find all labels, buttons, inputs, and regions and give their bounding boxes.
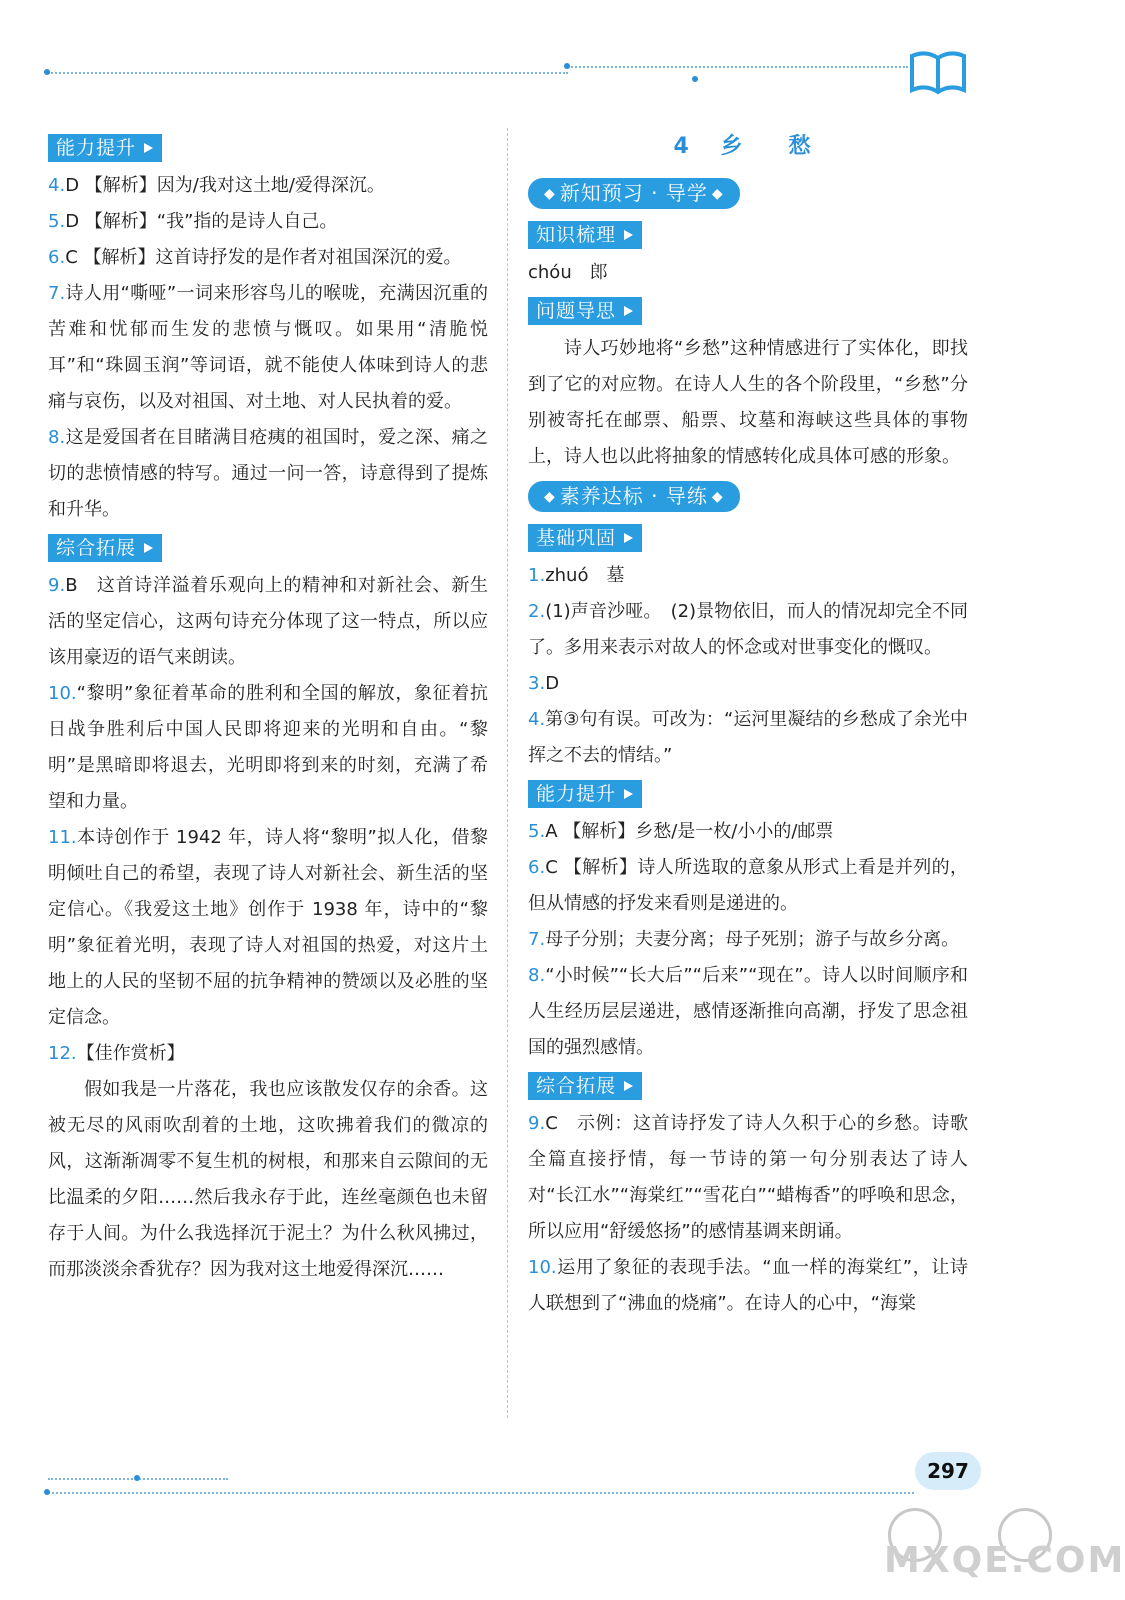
answer-text: 运用了象征的表现手法。“血一样的海棠红”，让诗人联想到了“沸血的烧痛”。在诗人的心中，“海棠 [528, 1257, 968, 1314]
answer-number: 6. [48, 247, 66, 268]
answer-item [528, 922, 968, 958]
answer-item [48, 820, 488, 1036]
right-column [528, 128, 968, 1322]
answer-item [48, 168, 488, 204]
answer-item [528, 958, 968, 1066]
lesson-number: 4 [673, 134, 701, 159]
answer-text: C 示例：这首诗抒发了诗人久积于心的乡愁。诗歌全篇直接抒情，每一节诗的第一句分别表达了诗人对“长江水”“海棠红”“雪花白”“蜡梅香”的呼唤和思念，所以应用“舒缓悠扬”的感情基调来朗诵。 [528, 1113, 968, 1242]
answer-text: C 【解析】这首诗抒发的是作者对祖国深沉的爱。 [65, 247, 462, 268]
answer-number: 11. [48, 827, 77, 848]
answer-text: A 【解析】乡愁/是一枚/小小的/邮票 [545, 821, 834, 842]
answer-item [48, 276, 488, 420]
answer-item [528, 1250, 968, 1322]
answer-number: 5. [48, 211, 66, 232]
answer-number: 4. [528, 709, 546, 730]
answer-item [528, 850, 968, 922]
answer-item [48, 204, 488, 240]
answer-number: 10. [48, 683, 77, 704]
header-dotted-line [48, 72, 568, 74]
section-tag-wenti: 问题导思 [528, 297, 642, 325]
section-tag-jichu: 基础巩固 [528, 524, 642, 552]
watermark-text: MXQE.COM [884, 1540, 1125, 1581]
section-tag-zonghe-2: 综合拓展 [528, 1072, 642, 1100]
answer-item [48, 676, 488, 820]
lesson-title [528, 130, 968, 164]
footer-dot [134, 1475, 140, 1481]
pinyin-answer: chóu 郎 [528, 262, 608, 283]
answer-text: “小时候”“长大后”“后来”“现在”。诗人以时间顺序和人生经历层层递进，感情逐渐推向高潮，抒发了思念祖国的强烈感情。 [528, 965, 968, 1058]
section-tag-nengli-2: 能力提升 [528, 780, 642, 808]
banner-xinzhi: ◆ 新知预习 · 导学 ◆ [528, 178, 740, 209]
answer-number: 10. [528, 1257, 557, 1278]
lesson-name: 乡 愁 [720, 134, 823, 159]
section-tag-zhishi: 知识梳理 [528, 221, 642, 249]
answer-text: 【佳作赏析】 [76, 1043, 185, 1064]
answer-text: D 【解析】因为/我对这土地/爱得深沉。 [65, 175, 385, 196]
section-tag-nengli: 能力提升 [48, 134, 162, 162]
answer-item [528, 814, 968, 850]
header-dot [44, 69, 50, 75]
answer-number: 9. [528, 1113, 546, 1134]
page-number: 297 [927, 1459, 969, 1483]
answer-text: “黎明”象征着革命的胜利和全国的解放，象征着抗日战争胜利后中国人民即将迎来的光明和自由。“黎明”是黑暗即将退去，光明即将到来的时刻，充满了希望和力量。 [48, 683, 488, 812]
column-divider [507, 128, 508, 1418]
answer-item [48, 420, 488, 528]
diamond-icon: ◆ [544, 186, 556, 202]
answer-number: 7. [528, 929, 546, 950]
answer-number: 2. [528, 601, 546, 622]
footer-dot [44, 1489, 50, 1495]
answer-text: 诗人用“嘶哑”一词来形容鸟儿的喉咙，充满因沉重的苦难和忧郁而生发的悲愤与慨叹。如果用“清脆悦耳”和“珠圆玉润”等词语，就不能使人体味到诗人的悲痛与哀伤，以及对祖国、对土地、对人民执着的爱。 [48, 283, 488, 412]
answer-text: D 【解析】“我”指的是诗人自己。 [65, 211, 338, 232]
answer-text: B 这首诗洋溢着乐观向上的精神和对新社会、新生活的坚定信心，这两句诗充分体现了这一特点，所以应该用豪迈的语气来朗读。 [48, 575, 488, 668]
answer-item [48, 1036, 488, 1072]
diamond-icon: ◆ [544, 489, 556, 505]
page-number-badge [915, 1452, 987, 1492]
answer-text: D [545, 673, 560, 694]
diamond-icon: ◆ [711, 186, 724, 202]
answer-number: 6. [528, 857, 546, 878]
footer-dotted-line-long [48, 1492, 914, 1494]
answer-number: 9. [48, 575, 66, 596]
essay-paragraph: 假如我是一片落花，我也应该散发仅存的余香。这被无尽的风雨吹刮着的土地，这吹拂着我们的微凉的风，这渐渐凋零不复生机的树根，和那来自云隙间的无比温柔的夕阳……然后我永存于此，连丝毫颜色也未留存于人间。为什么我选择沉于泥土？为什么秋风拂过，而那淡淡余香犹存？因为我对这土地爱得深沉…… [48, 1079, 488, 1280]
answer-text: 这是爱国者在目睹满目疮痍的祖国时，爱之深、痛之切的悲愤情感的特写。通过一问一答，诗意得到了提炼和升华。 [48, 427, 488, 520]
answer-item [528, 1106, 968, 1250]
answer-text: C 【解析】诗人所选取的意象从形式上看是并列的，但从情感的抒发来看则是递进的。 [528, 857, 968, 914]
answer-text: zhuó 墓 [545, 565, 625, 586]
answer-number: 3. [528, 673, 546, 694]
banner-suyang: ◆ 素养达标 · 导练 ◆ [528, 481, 740, 512]
header-dot [692, 76, 698, 82]
header-dot [564, 63, 570, 69]
answer-item [528, 558, 968, 594]
answer-text: 本诗创作于 1942 年，诗人将“黎明”拟人化，借黎明倾吐自己的希望，表现了诗人对新社会、新生活的坚定信心。《我爱这土地》创作于 1938 年，诗中的“黎明”象征着光明，表现了诗人对祖国的热爱，对这片土地上的人民的坚韧不屈的抗争精神的赞颂以及必胜的坚定信念。 [48, 827, 488, 1028]
header-dotted-line-right [568, 66, 908, 68]
answer-number: 12. [48, 1043, 77, 1064]
daosi-paragraph: 诗人巧妙地将“乡愁”这种情感进行了实体化，即找到了它的对应物。在诗人人生的各个阶段里，“乡愁”分别被寄托在邮票、船票、坟墓和海峡这些具体的事物上，诗人也以此将抽象的情感转化成具体可感的形象。 [528, 338, 968, 467]
answer-item [528, 594, 968, 666]
answer-item [48, 568, 488, 676]
answer-text: 第③句有误。可改为：“运河里凝结的乡愁成了余光中挥之不去的情结。” [528, 709, 968, 766]
diamond-icon: ◆ [711, 489, 724, 505]
answer-number: 4. [48, 175, 66, 196]
book-icon [908, 48, 968, 96]
answer-item [48, 240, 488, 276]
answer-item [528, 702, 968, 774]
answer-text: (1)声音沙哑。 (2)景物依旧，而人的情况却完全不同了。多用来表示对故人的怀念或对世事变化的慨叹。 [528, 601, 968, 658]
answer-text: 母子分别；夫妻分离；母子死别；游子与故乡分离。 [545, 929, 960, 950]
answer-item [528, 666, 968, 702]
answer-number: 5. [528, 821, 546, 842]
answer-number: 8. [48, 427, 66, 448]
answer-number: 1. [528, 565, 546, 586]
section-tag-zonghe: 综合拓展 [48, 534, 162, 562]
answer-number: 8. [528, 965, 546, 986]
answer-number: 7. [48, 283, 66, 304]
left-column [48, 128, 488, 1288]
